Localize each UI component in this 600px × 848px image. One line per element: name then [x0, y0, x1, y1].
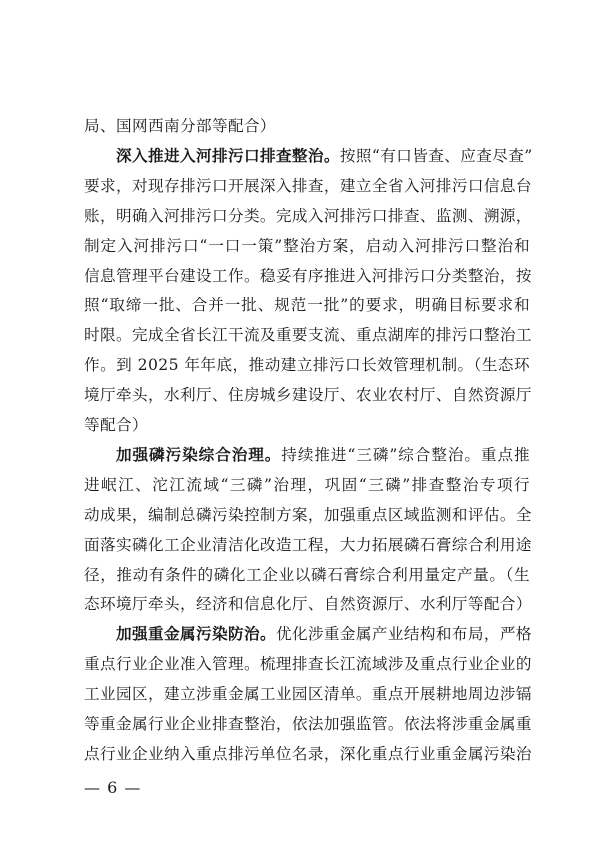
text-line: 重点行业企业准入管理。梳理排查长江流域涉及重点行业企业的: [84, 655, 532, 674]
text-line: 作。到 2025 年年底，推动建立排污口长效管理机制。（生态环: [84, 356, 530, 375]
page-number: — 6 —: [84, 778, 142, 797]
section-heading: 深入推进入河排污口排查整治。: [116, 146, 340, 165]
text-line: 等重金属行业企业排查整治，依法加强监管。依法将涉重金属重: [84, 715, 532, 733]
text-line: 要求，对现存排污口开展深入排查，建立全省入河排污口信息台: [84, 176, 532, 195]
text-line: 照“取缔一批、合并一批、规范一批”的要求，明确目标要求和: [84, 296, 530, 315]
text-line: 工业园区，建立涉重金属工业园区清单。重点开展耕地周边涉镉: [84, 685, 532, 704]
text-line: 账，明确入河排污口分类。完成入河排污口排查、监测、溯源，: [84, 206, 532, 225]
paragraph-start: 加强重金属污染防治。优化涉重金属产业结构和布局，严格: [116, 625, 532, 644]
text-line: 动成果，编制总磷污染控制方案，加强重点区域监测和评估。全: [84, 505, 532, 524]
section-heading: 加强磷污染综合治理。: [116, 445, 282, 464]
paragraph-start: 加强磷污染综合治理。持续推进“三磷”综合整治。重点推: [116, 445, 530, 464]
text-line: 局、国网西南分部等配合）: [84, 117, 276, 135]
text-line: 等配合）: [84, 416, 148, 434]
text-line: 径，推动有条件的磷化工企业以磷石膏综合利用量定产量。（生: [84, 565, 530, 584]
paragraph-start: 深入推进入河排污口排查整治。按照“有口皆查、应查尽查”: [116, 146, 533, 165]
section-heading: 加强重金属污染防治。: [116, 625, 276, 644]
text-line: 态环境厅牵头，经济和信息化厅、自然资源厅、水利厅等配合）: [84, 595, 532, 614]
text-line: 进岷江、沱江流域“三磷”治理，巩固“三磷”排查整治专项行: [84, 475, 530, 494]
text-line: 点行业企业纳入重点排污单位名录，深化重点行业重金属污染治: [84, 744, 532, 763]
text-line: 信息管理平台建设工作。稳妥有序推进入河排污口分类整治，按: [84, 266, 532, 285]
text-line: 时限。完成全省长江干流及重要支流、重点湖库的排污口整治工: [84, 326, 532, 345]
text-line: 面落实磷化工企业清洁化改造工程，大力拓展磷石膏综合利用途: [84, 535, 532, 554]
text-line: 境厅牵头，水利厅、住房城乡建设厅、农业农村厅、自然资源厅: [84, 386, 532, 405]
text-line: 制定入河排污口“一口一策”整治方案，启动入河排污口整治和: [84, 236, 530, 255]
